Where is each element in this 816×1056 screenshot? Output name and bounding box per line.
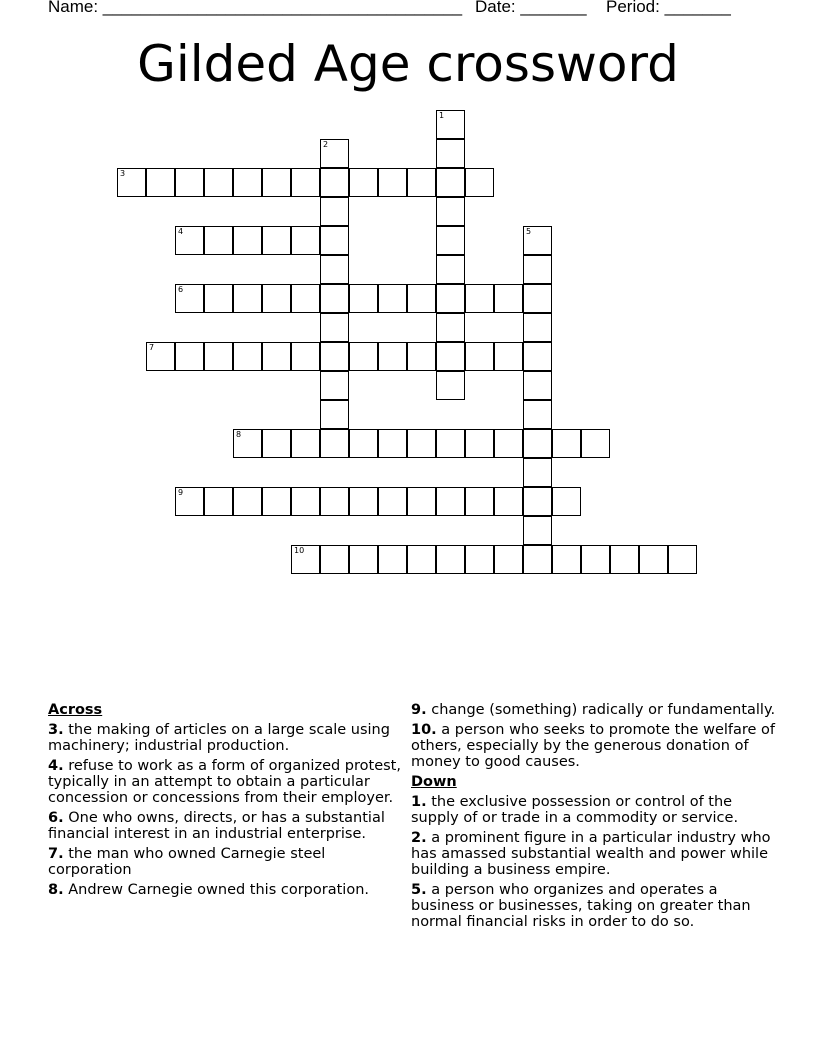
clue-number-8: 8 [236, 430, 242, 439]
across-clue-8: 8. Andrew Carnegie owned this corporation. [48, 882, 369, 898]
crossword-cell[interactable] [175, 342, 204, 371]
clue-number-6: 6 [178, 285, 184, 294]
crossword-cell[interactable] [204, 168, 233, 197]
crossword-cell[interactable] [291, 168, 320, 197]
crossword-cell[interactable] [465, 342, 494, 371]
crossword-cell[interactable] [436, 313, 465, 342]
crossword-cell[interactable] [436, 255, 465, 284]
page-title: Gilded Age crossword [137, 35, 679, 93]
crossword-cell[interactable] [291, 545, 320, 574]
crossword-cell[interactable] [262, 429, 291, 458]
clue-number-1: 1 [439, 111, 445, 120]
crossword-cell[interactable] [146, 168, 175, 197]
period-field[interactable]: Period: _______ [606, 0, 731, 16]
crossword-cell[interactable] [436, 545, 465, 574]
clue-number-10: 10 [294, 546, 305, 555]
clue-number-7: 7 [149, 343, 155, 352]
clues-left-column [48, 702, 404, 902]
crossword-cell[interactable] [465, 168, 494, 197]
crossword-cell[interactable] [523, 313, 552, 342]
down-clue-2: 2. a prominent figure in a particular industry who has amassed substantial wealth and power while building a business empire. [411, 830, 771, 878]
crossword-cell[interactable] [320, 168, 349, 197]
crossword-cell[interactable] [494, 429, 523, 458]
crossword-cell[interactable] [436, 139, 465, 168]
crossword-cell[interactable] [436, 284, 465, 313]
crossword-cell[interactable] [494, 487, 523, 516]
crossword-cell[interactable] [523, 284, 552, 313]
crossword-cell[interactable] [407, 284, 436, 313]
crossword-cell[interactable] [233, 342, 262, 371]
crossword-cell[interactable] [436, 342, 465, 371]
clue-number-4: 4 [178, 227, 184, 236]
crossword-cell[interactable] [465, 545, 494, 574]
crossword-cell[interactable] [436, 226, 465, 255]
crossword-cell[interactable] [378, 545, 407, 574]
crossword-cell[interactable] [610, 545, 639, 574]
crossword-cell[interactable] [523, 516, 552, 545]
crossword-cell[interactable] [320, 284, 349, 313]
crossword-cell[interactable] [349, 429, 378, 458]
crossword-cell[interactable] [523, 371, 552, 400]
crossword-cell[interactable] [581, 545, 610, 574]
crossword-cell[interactable] [320, 487, 349, 516]
across-clue-4: 4. refuse to work as a form of organized protest, typically in an attempt to obtain a particular concession or concessions from their employer. [48, 758, 401, 806]
crossword-cell[interactable] [204, 226, 233, 255]
crossword-cell[interactable] [291, 226, 320, 255]
across-clue-7: 7. the man who owned Carnegie steel corporation [48, 846, 326, 878]
crossword-cell[interactable] [146, 342, 175, 371]
crossword-cell[interactable] [320, 226, 349, 255]
crossword-cell[interactable] [320, 197, 349, 226]
crossword-cell[interactable] [262, 487, 291, 516]
crossword-cell[interactable] [552, 545, 581, 574]
crossword-cell[interactable] [436, 168, 465, 197]
crossword-cell[interactable] [175, 226, 204, 255]
crossword-cell[interactable] [175, 168, 204, 197]
crossword-cell[interactable] [523, 342, 552, 371]
across-clue-3: 3. the making of articles on a large scale using machinery; industrial production. [48, 722, 390, 754]
crossword-cell[interactable] [204, 487, 233, 516]
crossword-cell[interactable] [233, 226, 262, 255]
crossword-cell[interactable] [523, 458, 552, 487]
crossword-cell[interactable] [465, 487, 494, 516]
crossword-cell[interactable] [349, 487, 378, 516]
down-clue-1: 1. the exclusive possession or control of the supply of or trade in a commodity or service. [411, 794, 739, 826]
date-field[interactable]: Date: _______ [475, 0, 587, 16]
crossword-cell[interactable] [349, 342, 378, 371]
crossword-cell[interactable] [262, 168, 291, 197]
crossword-cell[interactable] [552, 487, 581, 516]
crossword-cell[interactable] [436, 429, 465, 458]
crossword-cell[interactable] [117, 168, 146, 197]
across-clue-6: 6. One who owns, directs, or has a substantial financial interest in an industrial enterprise. [48, 810, 385, 842]
crossword-cell[interactable] [581, 429, 610, 458]
crossword-cell[interactable] [262, 284, 291, 313]
crossword-cell[interactable] [175, 487, 204, 516]
crossword-cell[interactable] [233, 168, 262, 197]
crossword-cell[interactable] [436, 110, 465, 139]
across-clue-10: 10. a person who seeks to promote the welfare of others, especially by the generous donation of money to good causes. [411, 722, 776, 770]
crossword-cell[interactable] [436, 197, 465, 226]
down-heading: Down [411, 774, 457, 790]
crossword-cell[interactable] [320, 255, 349, 284]
crossword-cell[interactable] [407, 487, 436, 516]
clue-number-2: 2 [323, 140, 329, 149]
crossword-cell[interactable] [523, 226, 552, 255]
crossword-cell[interactable] [233, 284, 262, 313]
crossword-cell[interactable] [175, 284, 204, 313]
crossword-cell[interactable] [349, 545, 378, 574]
crossword-cell[interactable] [378, 284, 407, 313]
crossword-cell[interactable] [378, 342, 407, 371]
crossword-cell[interactable] [494, 545, 523, 574]
crossword-cell[interactable] [349, 284, 378, 313]
crossword-cell[interactable] [523, 429, 552, 458]
crossword-cell[interactable] [204, 284, 233, 313]
crossword-cell[interactable] [465, 284, 494, 313]
clues-right-column [411, 702, 777, 934]
crossword-cell[interactable] [494, 284, 523, 313]
crossword-cell[interactable] [407, 342, 436, 371]
crossword-cell[interactable] [407, 429, 436, 458]
down-clue-5: 5. a person who organizes and operates a business or businesses, taking on greater than normal financial risks in order to do so. [411, 882, 751, 930]
crossword-cell[interactable] [436, 371, 465, 400]
name-field[interactable]: Name: ______________________________________ [48, 0, 463, 16]
across-heading: Across [48, 702, 103, 718]
crossword-cell[interactable] [320, 139, 349, 168]
clue-number-5: 5 [526, 227, 532, 236]
crossword-cell[interactable] [291, 429, 320, 458]
crossword-cell[interactable] [523, 545, 552, 574]
crossword-cell[interactable] [407, 545, 436, 574]
crossword-cell[interactable] [523, 487, 552, 516]
crossword-cell[interactable] [378, 429, 407, 458]
crossword-cell[interactable] [320, 313, 349, 342]
crossword-cell[interactable] [320, 545, 349, 574]
crossword-cell[interactable] [291, 487, 320, 516]
crossword-cell[interactable] [262, 342, 291, 371]
crossword-cell[interactable] [320, 400, 349, 429]
crossword-cell[interactable] [378, 487, 407, 516]
crossword-cell[interactable] [291, 284, 320, 313]
crossword-cell[interactable] [204, 342, 233, 371]
crossword-cell[interactable] [465, 429, 494, 458]
crossword-cell[interactable] [639, 545, 668, 574]
clue-number-9: 9 [178, 488, 184, 497]
crossword-cell[interactable] [320, 371, 349, 400]
crossword-cell[interactable] [494, 342, 523, 371]
crossword-cell[interactable] [320, 429, 349, 458]
crossword-cell[interactable] [436, 487, 465, 516]
crossword-cell[interactable] [262, 226, 291, 255]
crossword-cell[interactable] [320, 342, 349, 371]
crossword-cell[interactable] [233, 429, 262, 458]
across-clue-9: 9. change (something) radically or fundamentally. [411, 702, 776, 718]
clue-number-3: 3 [120, 169, 126, 178]
crossword-cell[interactable] [233, 487, 262, 516]
crossword-cell[interactable] [668, 545, 697, 574]
crossword-cell[interactable] [407, 168, 436, 197]
crossword-cell[interactable] [523, 400, 552, 429]
crossword-cell[interactable] [349, 168, 378, 197]
crossword-cell[interactable] [378, 168, 407, 197]
crossword-cell[interactable] [552, 429, 581, 458]
crossword-cell[interactable] [523, 255, 552, 284]
crossword-cell[interactable] [291, 342, 320, 371]
